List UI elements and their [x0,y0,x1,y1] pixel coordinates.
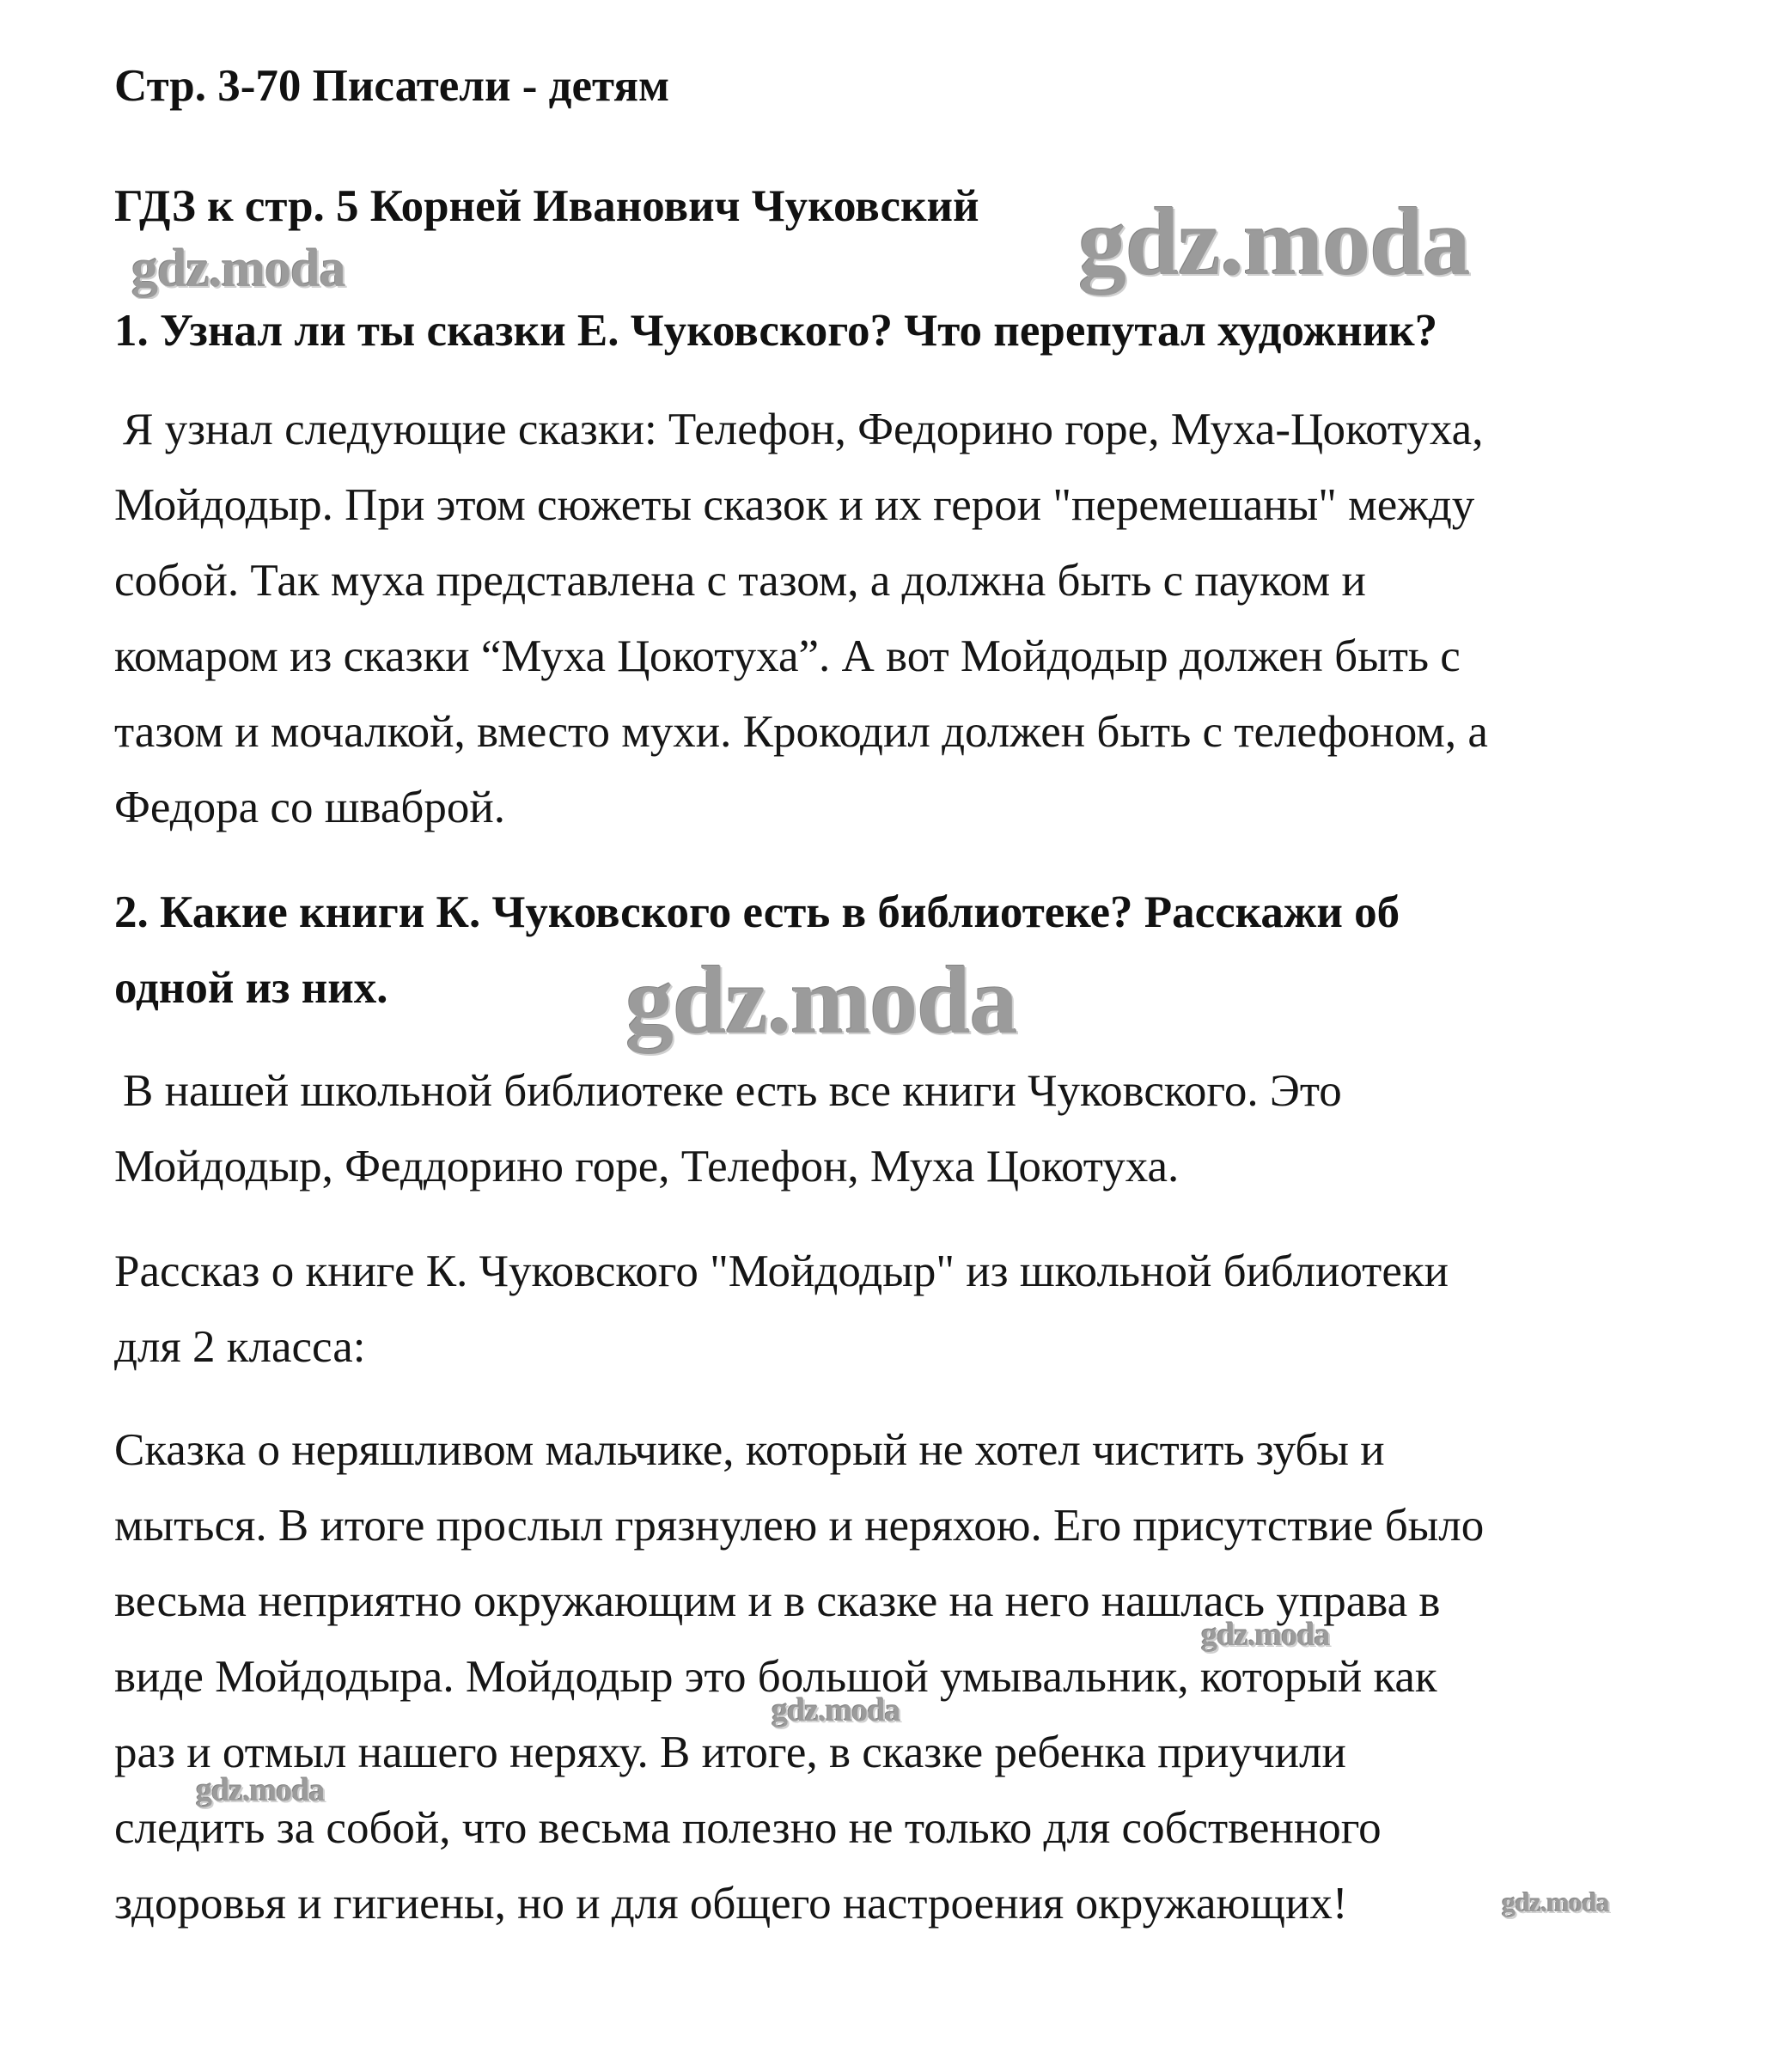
answer-1-line: комаром из сказки “Муха Цокотуха”. А вот Мойдодыр должен быть с [114,631,1461,681]
story-line: Сказка о неряшливом мальчике, который не хотел чистить зубы и [114,1425,1385,1475]
answer-1-line: Мойдодыр. При этом сюжеты сказок и их герои "перемешаны" между [114,480,1475,530]
answer-1-line: Федора со шваброй. [114,783,505,832]
page-title: Стр. 3-70 Писатели - детям [114,61,670,111]
watermark: gdz.moda [196,1772,325,1808]
watermark: gdz.moda [625,948,1017,1054]
story-intro-line: для 2 класса: [114,1322,366,1372]
watermark: gdz.moda [1201,1617,1330,1653]
question-2-line: 2. Какие книги К. Чуковского есть в библиотеке? Расскажи об [114,887,1400,937]
answer-2-line: Мойдодыр, Феддорино горе, Телефон, Муха Цокотуха. [114,1142,1180,1191]
answer-1-line: тазом и мочалкой, вместо мухи. Крокодил должен быть с телефоном, а [114,707,1488,757]
story-line: раз и отмыл нашего неряху. В итоге, в сказке ребенка приучили [114,1728,1346,1777]
story-line: следить за собой, что весьма полезно не только для собственного [114,1803,1382,1853]
story-line: мыться. В итоге прослыл грязнулею и неряхою. Его присутствие было [114,1501,1485,1551]
section-heading: ГДЗ к стр. 5 Корней Иванович Чуковский [114,181,979,231]
watermark: gdz.moda [131,240,345,298]
answer-1-line: собой. Так муха представлена с тазом, а должна быть с пауком и [114,556,1366,606]
answer-2-line: В нашей школьной библиотеке есть все книги Чуковского. Это [123,1066,1342,1116]
story-line: здоровья и гигиены, но и для общего настроения окружающих! [114,1879,1348,1929]
story-intro-line: Рассказ о книге К. Чуковского "Мойдодыр" из школьной библиотеки [114,1246,1449,1296]
story-line: виде Мойдодыра. Мойдодыр это большой умывальник, который как [114,1652,1437,1702]
watermark: gdz.moda [1502,1886,1609,1917]
question-1: 1. Узнал ли ты сказки Е. Чуковского? Что перепутал художник? [114,306,1438,356]
watermark: gdz.moda [772,1692,900,1728]
story-line: весьма неприятно окружающим и в сказке на него нашлась управа в [114,1576,1441,1626]
answer-1-line: Я узнал следующие сказки: Телефон, Федорино горе, Муха-Цокотуха, [123,405,1484,454]
watermark: gdz.moda [1078,189,1470,296]
question-2-line: одной из них. [114,963,388,1013]
